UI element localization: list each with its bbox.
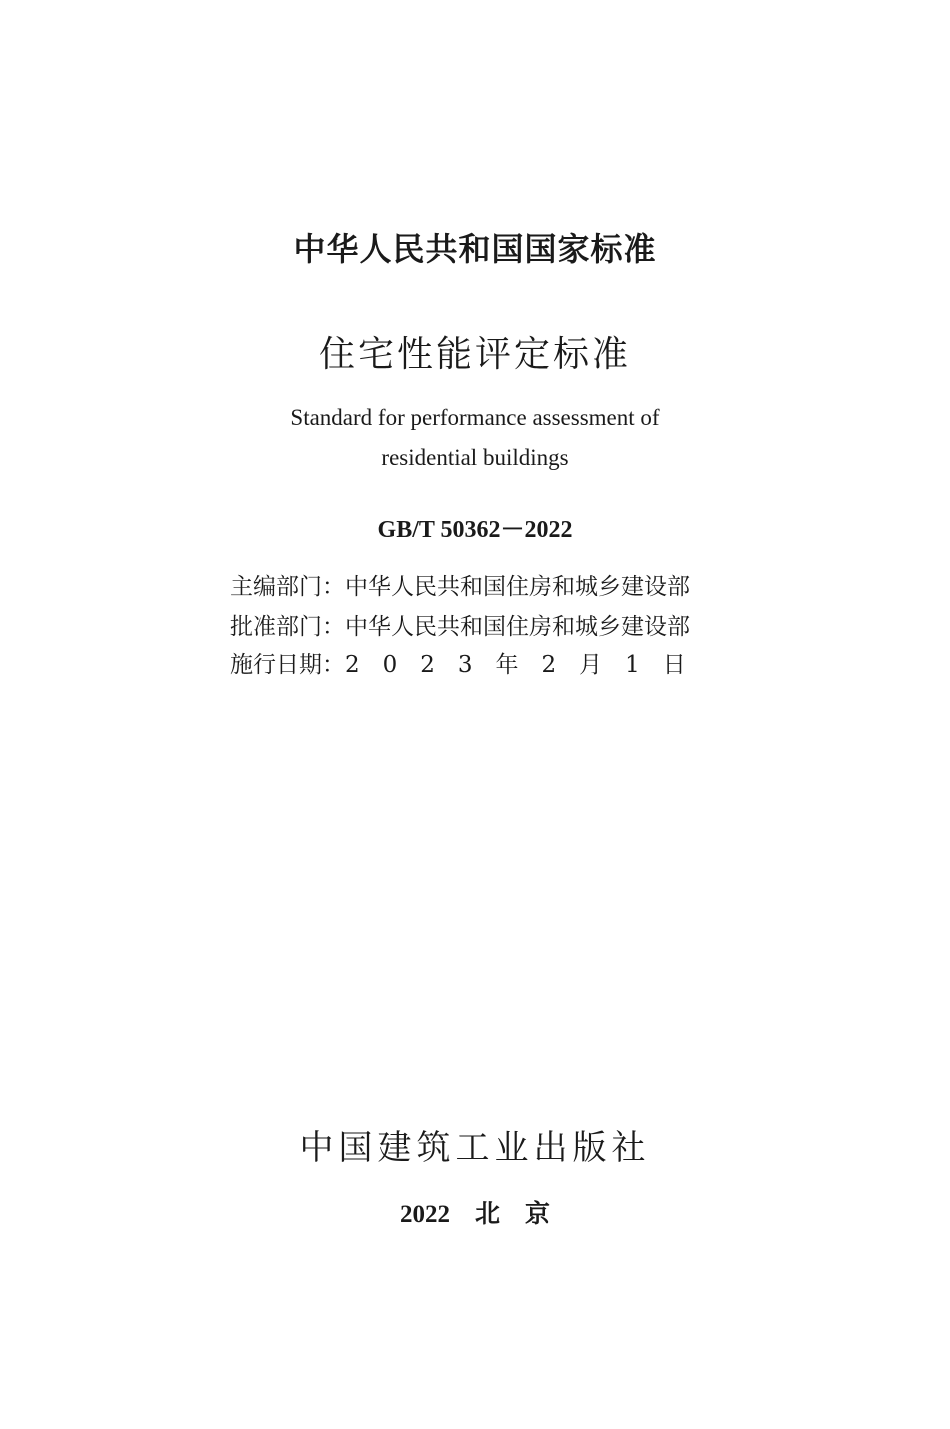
editor-label: 主编部门： [230, 574, 345, 600]
standard-title-chinese: 住宅性能评定标准 [318, 334, 631, 375]
approver-value: 中华人民共和国住房和城乡建设部 [345, 614, 690, 640]
editor-value: 中华人民共和国住房和城乡建设部 [345, 574, 690, 600]
publication-year-place: 2022 北 京 [399, 1201, 550, 1228]
standard-title-english-line2: residential buildings [381, 445, 569, 470]
approver-row [230, 608, 750, 641]
national-standard-heading: 中华人民共和国国家标准 [293, 230, 657, 268]
effective-date-value: 2 0 2 3 年 2 月 1 日 [345, 652, 686, 678]
standard-code: GB/T 50362－2022 [377, 517, 573, 543]
publisher-name: 中国建筑工业出版社 [299, 1128, 651, 1168]
editor-row [230, 568, 750, 601]
effective-date-label: 施行日期： [230, 652, 345, 678]
standard-title-english-line1: Standard for performance assessment of [290, 405, 660, 430]
approver-label: 批准部门： [230, 614, 345, 640]
effective-date-row [230, 646, 750, 679]
